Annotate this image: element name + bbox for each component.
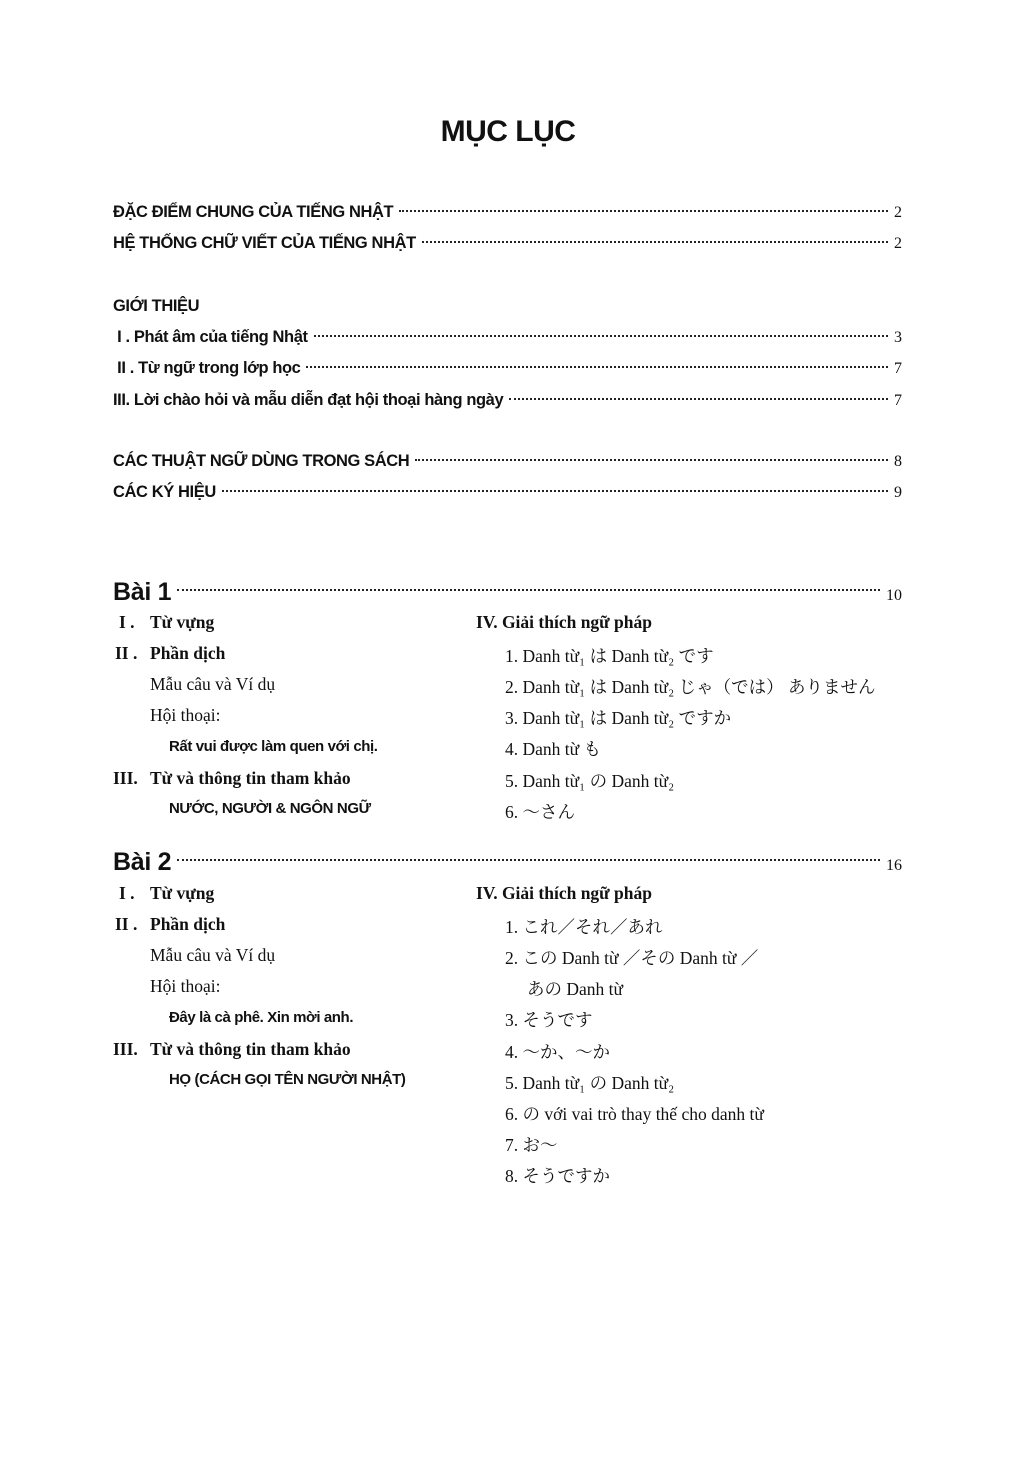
subsection-label: Hội thoại:: [150, 976, 221, 996]
conversation-title: Đây là cà phê. Xin mời anh.: [169, 1009, 354, 1026]
dot-leader: [422, 240, 888, 243]
grammar-item: 1. これ／それ／あれ: [505, 917, 663, 937]
section-label: Từ vựng: [150, 612, 215, 632]
toc-entry[interactable]: [113, 234, 902, 253]
toc-entry-page: 7: [894, 360, 902, 377]
section-num: III.: [113, 768, 138, 788]
section-num: III.: [113, 1039, 138, 1059]
toc-entry[interactable]: [113, 359, 902, 378]
toc-entry[interactable]: [113, 452, 902, 471]
grammar-heading: IV. Giải thích ngữ pháp: [476, 883, 653, 903]
grammar-item: 5. Danh từ₁ の Danh từ₂: [505, 1073, 675, 1093]
grammar-item: 5. Danh từ₁ の Danh từ₂: [505, 771, 675, 791]
intro-heading: GIỚI THIỆU: [113, 297, 200, 315]
toc-entry-label: I . Phát âm của tiếng Nhật: [113, 328, 308, 346]
toc-entry[interactable]: [113, 328, 902, 347]
grammar-item: 4. ～か、～か: [505, 1042, 610, 1062]
dot-leader: [177, 858, 880, 861]
toc-entry-page: 2: [894, 235, 902, 252]
toc-entry-label: ĐẶC ĐIỂM CHUNG CỦA TIẾNG NHẬT: [113, 203, 394, 221]
subsection-label: Mẫu câu và Ví dụ: [150, 945, 276, 965]
dot-leader: [399, 209, 888, 212]
grammar-item: 1. Danh từ₁ は Danh từ₂ です: [505, 646, 714, 666]
reference-title: NƯỚC, NGƯỜI & NGÔN NGỮ: [169, 800, 371, 817]
toc-entry-page: 8: [894, 453, 902, 470]
grammar-item: 2. この Danh từ ／その Danh từ ／: [505, 948, 759, 968]
dot-leader: [306, 365, 888, 368]
section-label: Từ và thông tin tham khảo: [150, 768, 351, 788]
conversation-title: Rất vui được làm quen với chị.: [169, 738, 378, 755]
section-num: I .: [119, 612, 135, 632]
section-num: II .: [115, 914, 138, 934]
reference-title: HỌ (CÁCH GỌI TÊN NGƯỜI NHẬT): [169, 1071, 406, 1088]
dot-leader: [415, 458, 888, 461]
dot-leader: [222, 489, 888, 492]
page-title: MỤC LỤC: [440, 115, 576, 148]
toc-entry-label: HỆ THỐNG CHỮ VIẾT CỦA TIẾNG NHẬT: [113, 234, 416, 252]
grammar-item: 7. お～: [505, 1135, 558, 1155]
toc-entry-page: 9: [894, 484, 902, 501]
lesson-page: 16: [886, 857, 902, 874]
toc-entry-page: 7: [894, 392, 902, 409]
lesson-heading[interactable]: [113, 578, 902, 607]
toc-entry-page: 2: [894, 204, 902, 221]
grammar-item: 6. の với vai trò thay thế cho danh từ: [505, 1104, 764, 1124]
section-label: Từ vựng: [150, 883, 215, 903]
dot-leader: [177, 588, 880, 591]
grammar-item: 3. そうです: [505, 1010, 593, 1030]
toc-entry-label: CÁC KÝ HIỆU: [113, 483, 216, 501]
lesson-title: Bài 1: [113, 578, 172, 606]
toc-entry-label: III. Lời chào hỏi và mẫu diễn đạt hội thoại hàng ngày: [113, 391, 504, 409]
grammar-item: 2. Danh từ₁ は Danh từ₂ じゃ（では） ありません: [505, 677, 876, 697]
toc-entry[interactable]: [113, 203, 902, 222]
dot-leader: [314, 334, 888, 337]
subsection-label: Hội thoại:: [150, 705, 221, 725]
section-label: Phần dịch: [150, 914, 226, 934]
section-num: II .: [115, 643, 138, 663]
grammar-item: 4. Danh từ も: [505, 739, 602, 759]
toc-entry-page: 3: [894, 329, 902, 346]
dot-leader: [509, 397, 888, 400]
grammar-item: 6. ～さん: [505, 802, 575, 822]
toc-entry[interactable]: [113, 391, 902, 410]
section-num: I .: [119, 883, 135, 903]
section-label: Phần dịch: [150, 643, 226, 663]
lesson-page: 10: [886, 587, 902, 604]
grammar-item: 8. そうですか: [505, 1166, 610, 1186]
toc-entry[interactable]: [113, 483, 902, 502]
lesson-title: Bài 2: [113, 848, 172, 876]
subsection-label: Mẫu câu và Ví dụ: [150, 674, 276, 694]
toc-entry-label: II . Từ ngữ trong lớp học: [113, 359, 301, 377]
section-label: Từ và thông tin tham khảo: [150, 1039, 351, 1059]
lesson-heading[interactable]: [113, 848, 902, 877]
grammar-item: あの Danh từ: [527, 979, 624, 999]
toc-entry-label: CÁC THUẬT NGỮ DÙNG TRONG SÁCH: [113, 452, 410, 470]
grammar-heading: IV. Giải thích ngữ pháp: [476, 612, 653, 632]
grammar-item: 3. Danh từ₁ は Danh từ₂ ですか: [505, 708, 732, 728]
